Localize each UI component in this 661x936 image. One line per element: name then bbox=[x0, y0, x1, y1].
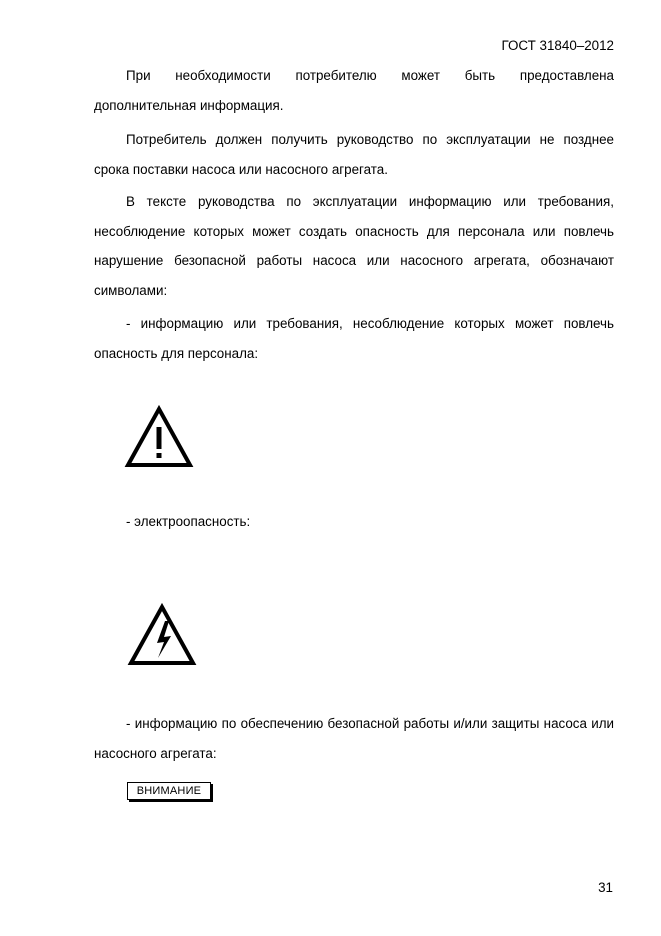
page-header: ГОСТ 31840–2012 bbox=[501, 38, 614, 53]
item-general-danger-text: - информацию или требования, несоблюдение которых может повлечь опасность для персонала: bbox=[94, 316, 614, 361]
paragraph-symbols-intro: В тексте руководства по эксплуатации информацию или требования, несоблюдение которых может создать опасность для персонала или повлечь нарушение безопасной работы насоса или насосного агрегата, обозначают символами: bbox=[94, 194, 614, 298]
item-electrical-hazard-text: - электроопасность: bbox=[126, 514, 251, 529]
general-warning-icon bbox=[124, 405, 194, 469]
paragraph-additional-info: При необходимости потребителю может быть предоставлена дополнительная информация. bbox=[94, 68, 614, 113]
paragraph-manual-delivery: Потребитель должен получить руководство по эксплуатации не позднее срока поставки насоса или насосного агрегата. bbox=[94, 132, 614, 177]
attention-label: ВНИМАНИЕ bbox=[127, 782, 211, 800]
electrical-hazard-icon bbox=[127, 603, 197, 667]
item-safety-info-text: - информацию по обеспечению безопасной работы и/или защиты насоса или насосного агрегата: bbox=[94, 716, 614, 761]
page-number: 31 bbox=[598, 880, 613, 895]
